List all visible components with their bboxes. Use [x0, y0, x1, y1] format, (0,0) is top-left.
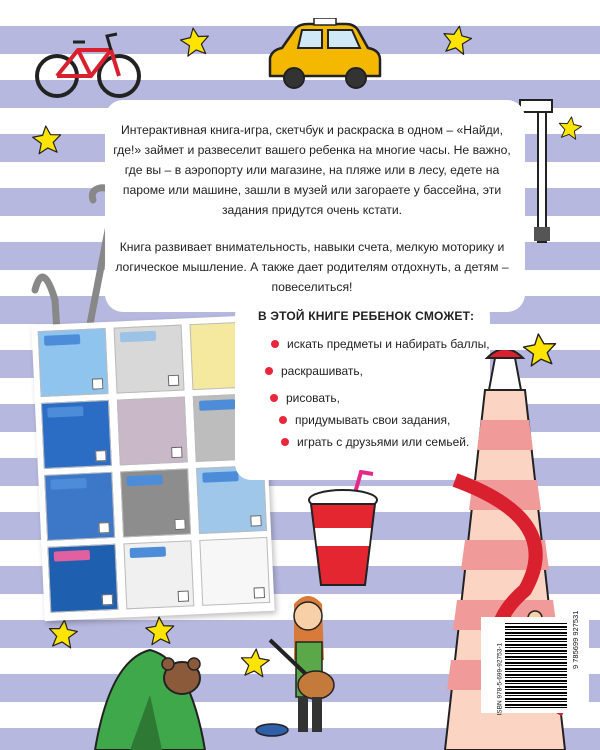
- skills-item: искать предметы и набирать баллы,: [287, 337, 490, 351]
- bicycle-icon: [33, 28, 143, 103]
- skills-item: играть с друзьями или семьей.: [297, 435, 470, 449]
- star-icon: [441, 24, 473, 55]
- star-icon: [179, 26, 210, 57]
- barcode-block: [481, 610, 589, 716]
- preview-cell-runway: [120, 468, 191, 537]
- preview-cell-glass: [123, 540, 194, 609]
- skills-item: раскрашивать,: [281, 364, 364, 378]
- skills-item: придумывать свои задания,: [295, 413, 451, 427]
- intro-paragraph-1: Интерактивная книга-игра, скетчбук и раскраска в одном – «Найди, где!» займет и развеселит вашего ребенка на многие часы. Не важно, где вы – в аэропорту или магазине, на пляже или в лесу, едете на пароме или машине, зашли в музей или загораете у бассейна, эти задания придутся очень кстати.: [113, 123, 511, 217]
- star-icon: [48, 619, 79, 649]
- tent-bear-icon: [90, 640, 230, 750]
- preview-cell-clouds: [38, 328, 109, 397]
- preview-cell-scanner: [117, 396, 188, 465]
- taxi-icon: [262, 18, 387, 93]
- skills-title: В ЭТОЙ КНИГЕ РЕБЕНОК СМОЖЕТ:: [258, 309, 475, 323]
- isbn-text: ISBN 978-5-699-92753-1: [496, 642, 504, 716]
- barcode-number: 9 785699 927531: [571, 610, 580, 669]
- preview-cell-plane-wing: [44, 472, 115, 541]
- intro-paragraph-2: Книга развивает внимательность, навыки счета, мелкую моторику и логическое мышление. А также дает родителям отдохнуть, а детям – повеселиться!: [115, 240, 509, 294]
- preview-cell-baggage: [114, 325, 185, 394]
- preview-cell-fish: [47, 544, 118, 613]
- skills-item: рисовать,: [286, 391, 340, 405]
- preview-cell-sea: [41, 400, 112, 469]
- barcode-bars: [505, 623, 567, 709]
- soda-cup-icon: [303, 470, 383, 590]
- star-icon: [32, 125, 62, 154]
- girl-with-guitar-icon: [250, 590, 360, 740]
